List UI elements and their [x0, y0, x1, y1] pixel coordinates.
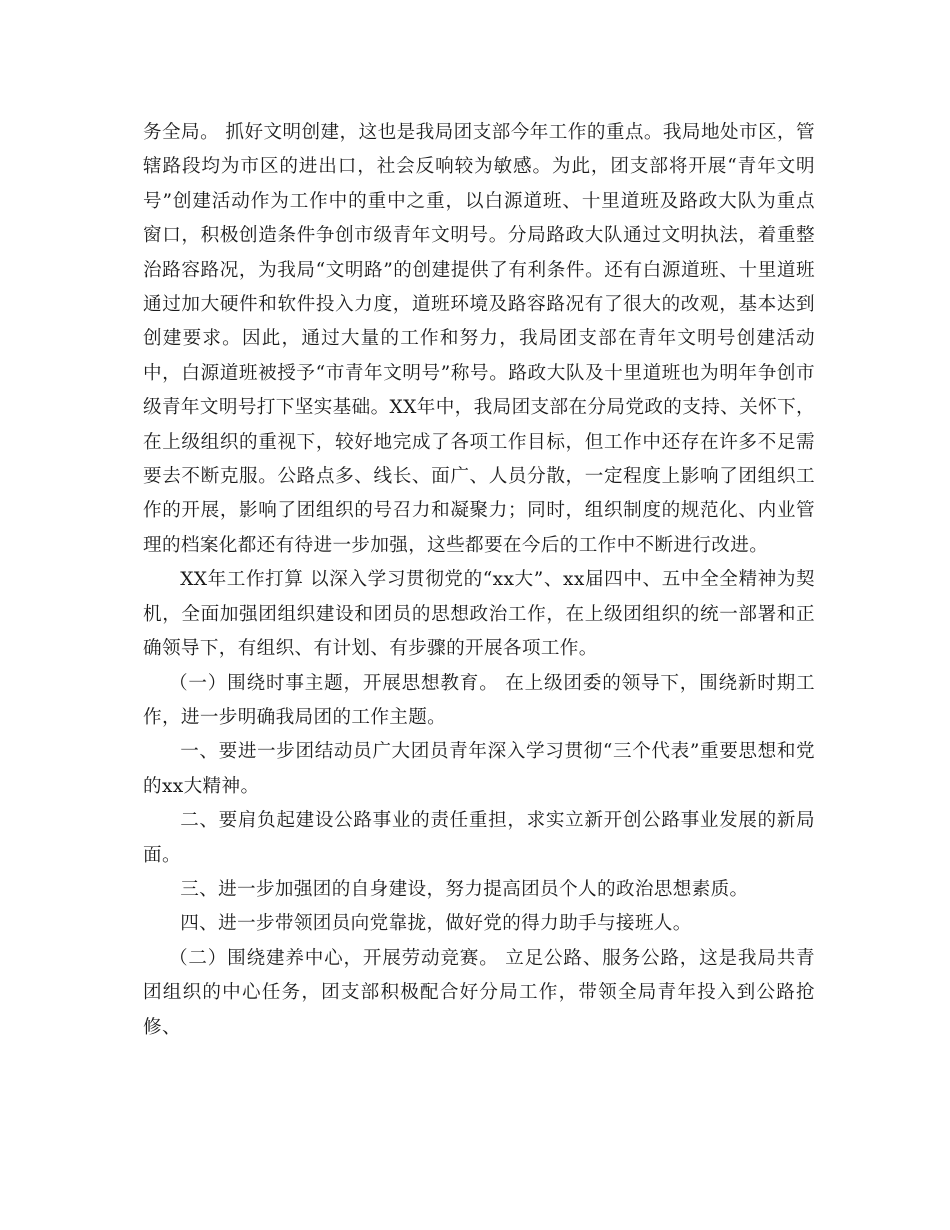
paragraph-section-one: （一）围绕时事主题，开展思想教育。 在上级团委的领导下，围绕新时期工作，进一步明确我局团的工作主题。 [143, 672, 815, 728]
paragraph-work-plan: XX年工作打算 以深入学习贯彻党的“xx大”、xx届四中、五中全全精神为契机，全面加强团组织建设和团员的思想政治工作，在上级团组织的统一部署和正确领导下，有组织、有计划、有步骤的开展各项工作。 [143, 569, 815, 660]
paragraph-section-two: （二）围绕建养中心，开展劳动竞赛。 立足公路、服务公路，这是我局共青团组织的中心任务，团支部积极配合好分局工作，带领全局青年投入到公路抢修、 [143, 947, 815, 1038]
paragraph-item-one: 一、要进一步团结动员广大团员青年深入学习贯彻“三个代表”重要思想和党的xx大精神。 [143, 741, 815, 797]
document-body [143, 116, 815, 1045]
paragraph-item-three: 三、进一步加强团的自身建设，努力提高团员个人的政治思想素质。 [180, 878, 749, 900]
paragraph-item-two: 二、要肩负起建设公路事业的责任重担，求实立新开创公路事业发展的新局面。 [143, 810, 815, 866]
paragraph-civilization-building: 务全局。 抓好文明创建，这也是我局团支部今年工作的重点。我局地处市区，管辖路段均为市区的进出口，社会反响较为敏感。为此，团支部将开展“青年文明号”创建活动作为工作中的重中之重，以白源道班、十里道班及路政大队为重点窗口，积极创造条件争创市级青年文明号。分局路政大队通过文明执法，着重整治路容路况，为我局“文明路”的创建提供了有利条件。还有白源道班、十里道班通过加大硬件和软件投入力度，道班环境及路容路况有了很大的改观，基本达到创建要求。因此，通过大量的工作和努力，我局团支部在青年文明号创建活动中，白源道班被授予“市青年文明号”称号。路政大队及十里道班也为明年争创市级青年文明号打下坚实基础。XX年中，我局团支部在分局党政的支持、关怀下，在上级组织的重视下，较好地完成了各项工作目标，但工作中还存在许多不足需要去不断克服。公路点多、线长、面广、人员分散，一定程度上影响了团组织工作的开展，影响了团组织的号召力和凝聚力；同时，组织制度的规范化、内业管理的档案化都还有待进一步加强，这些都要在今后的工作中不断进行改进。 [143, 122, 815, 556]
paragraph-item-four: 四、进一步带领团员向党靠拢，做好党的得力助手与接班人。 [180, 913, 692, 935]
